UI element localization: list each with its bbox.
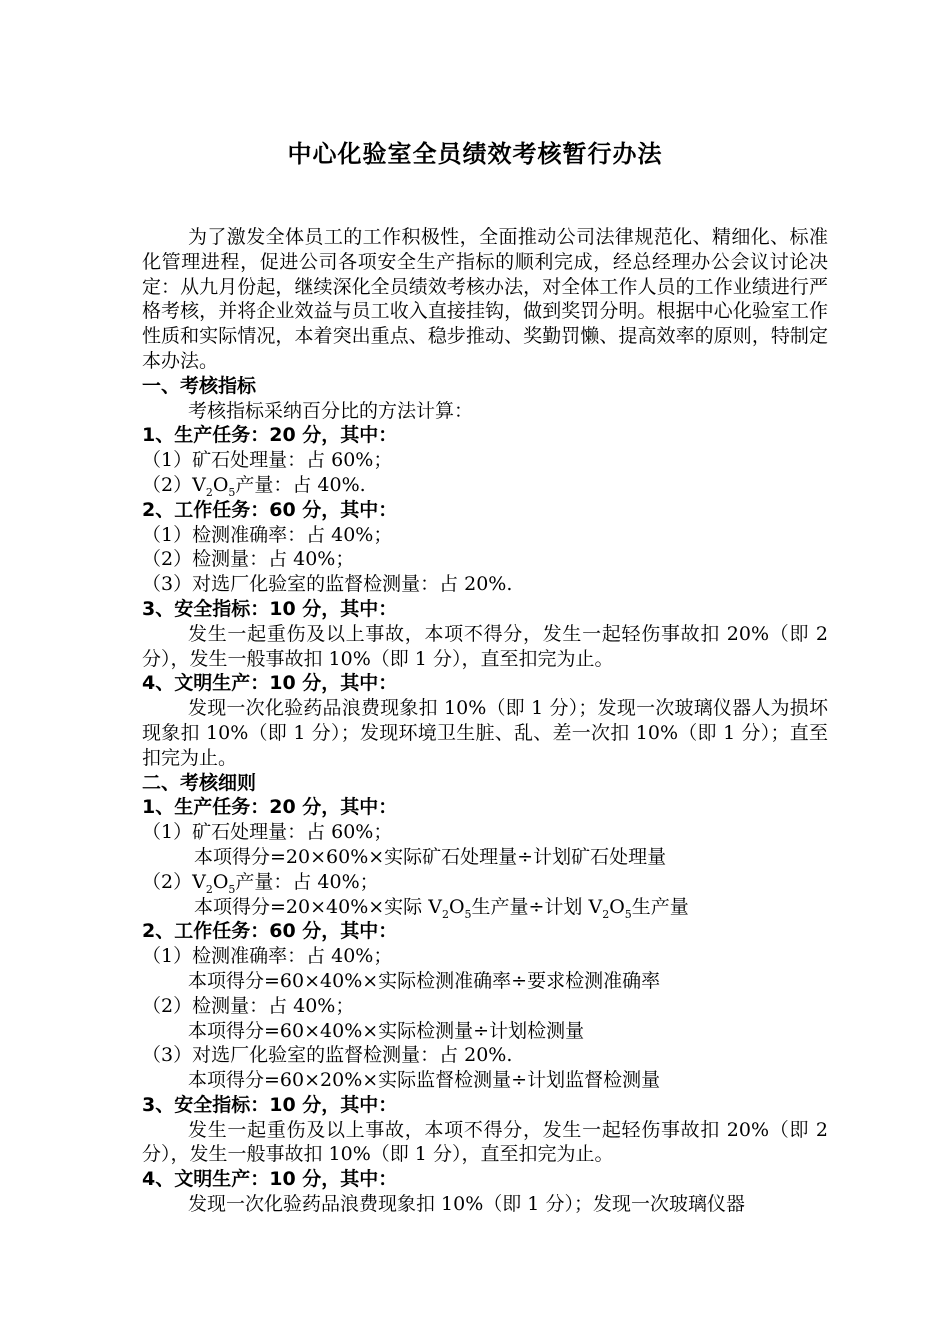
s1-civil-text: 发现一次化验药品浪费现象扣 10%（即 1 分）；发现一次玻璃仪器人为损坏现象扣 10%（即 1 分）；发现环境卫生脏、乱、差一次扣 10%（即 1 分）；直至扣完为止。 bbox=[142, 697, 828, 769]
s1-work-item1: （1）检测准确率：占 40%； bbox=[142, 523, 393, 546]
s2-production-item2: $(2)V_2O_5$产量：占 40%； bbox=[142, 870, 379, 896]
s2-work-item3: （3）对选厂化验室的监督检测量：占 20%. bbox=[142, 1044, 513, 1067]
s2-production-heading: 1、生产任务：20 分，其中： bbox=[142, 796, 398, 819]
s2-civil-heading: 4、文明生产：10 分，其中： bbox=[142, 1168, 398, 1191]
section2-heading: 二、考核细则 bbox=[142, 771, 257, 794]
s1-production-item1: （1）矿石处理量：占 60%； bbox=[142, 449, 393, 472]
s1-work-heading: 2、工作任务：60 分，其中： bbox=[142, 498, 398, 521]
s1-safety-heading: 3、安全指标：10 分，其中： bbox=[142, 597, 398, 620]
document-title: 中心化验室全员绩效考核暂行办法 bbox=[287, 140, 663, 168]
s1-work-item2: （2）检测量：占 40%； bbox=[142, 548, 355, 571]
s2-work-item1: （1）检测准确率：占 40%； bbox=[142, 945, 393, 968]
section1-heading: 一、考核指标 bbox=[142, 374, 257, 397]
s2-safety-text: 发生一起重伤及以上事故，本项不得分，发生一起轻伤事故扣 20%（即 2 分），发生一般事故扣 10%（即 1 分），直至扣完为止。 bbox=[142, 1118, 828, 1166]
s1-work-item3: （3）对选厂化验室的监督检测量：占 20%. bbox=[142, 573, 513, 596]
intro-paragraph: 为了激发全体员工的工作积极性，全面推动公司法律规范化、精细化、标准化管理进程，促进公司各项安全生产指标的顺利完成，经总经理办公会议讨论决定：从九月份起，继续深化全员绩效考核办法，对全体工作人员的工作业绩进行严格考核，并将企业效益与员工收入直接挂钩，做到奖罚分明。根据中心化验室工作性质和实际情况，本着突出重点、稳步推动、奖勤罚懒、提高效率的原则，特制定本办法。 bbox=[142, 226, 828, 372]
s2-work-formula1: 本项得分=60×40%×实际检测准确率÷要求检测准确率 bbox=[188, 969, 661, 992]
s2-production-item1: （1）矿石处理量：占 60%； bbox=[142, 821, 393, 844]
s1-safety-text: 发生一起重伤及以上事故，本项不得分，发生一起轻伤事故扣 20%（即 2 分），发生一般事故扣 10%（即 1 分），直至扣完为止。 bbox=[142, 622, 828, 670]
s2-safety-heading: 3、安全指标：10 分，其中： bbox=[142, 1093, 398, 1116]
s2-work-item2: （2）检测量：占 40%； bbox=[142, 994, 355, 1017]
section1-method: 考核指标采纳百分比的方法计算： bbox=[188, 399, 474, 422]
document-body bbox=[142, 225, 828, 1217]
s1-production-heading: 1、生产任务：20 分，其中： bbox=[142, 424, 398, 447]
s1-production-item2: $(2)V_2O_5$产量：占 40%. bbox=[142, 473, 366, 499]
s1-civil-heading: 4、文明生产：10 分，其中： bbox=[142, 672, 398, 695]
s2-production-formula1: 本项得分=20×60%×实际矿石处理量÷计划矿石处理量 bbox=[194, 845, 667, 868]
s2-work-formula3: 本项得分=60×20%×实际监督检测量÷计划监督检测量 bbox=[188, 1069, 661, 1092]
s2-work-formula2: 本项得分=60×40%×实际检测量÷计划检测量 bbox=[188, 1019, 585, 1042]
s2-civil-text: 发现一次化验药品浪费现象扣 10%（即 1 分）；发现一次玻璃仪器 bbox=[188, 1193, 745, 1216]
s2-work-heading: 2、工作任务：60 分，其中： bbox=[142, 920, 398, 943]
s2-production-formula2: 本项得分=20×40%×实际 $V_2O_5$生产量÷计划 $V_2O_5$生产量 bbox=[194, 895, 689, 921]
